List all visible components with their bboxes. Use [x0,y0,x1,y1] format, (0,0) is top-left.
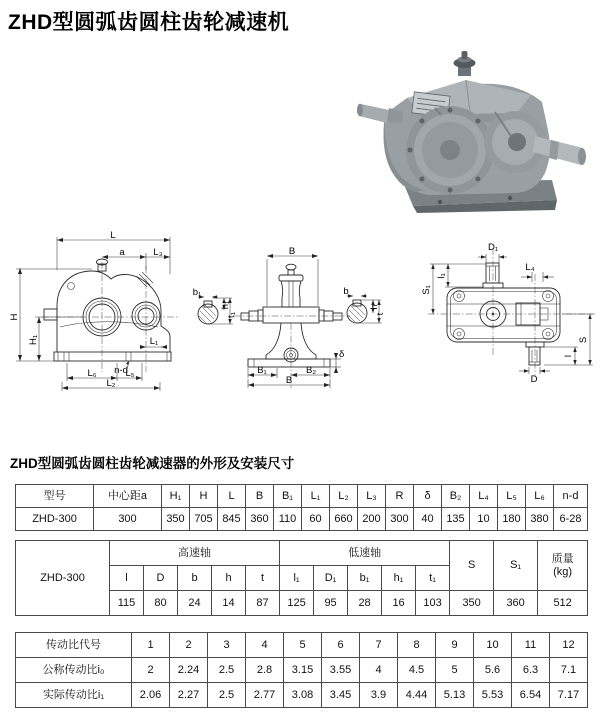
dim-label-l: l [563,354,574,358]
table-row [16,633,588,658]
t3-code-cell: 12 [550,633,588,658]
dim-label-b: b [343,286,349,297]
t3-code-cell: 3 [208,633,246,658]
dim-label-h1: h₁ [220,300,231,310]
dim-label-nd: n-d [114,365,128,376]
t3-nominal-cell: 7.1 [550,658,588,683]
t1-value-cell: 10 [470,508,498,531]
t2-value-cell: 24 [178,591,212,616]
dim-label-delta: δ [339,349,345,360]
t2-value-cell: 16 [382,591,416,616]
t2-sub-header: h [212,566,246,591]
t1-header-cell: L₃ [358,485,386,508]
t3-nominal-cell: 2.8 [246,658,284,683]
t1-value-cell: 200 [358,508,386,531]
dim-label-H: H [9,313,20,321]
t3-nominal-cell: 3.15 [284,658,322,683]
t1-header-cell: R [386,485,414,508]
t2-header-mass [538,541,588,591]
t3-row-label: 公称传动比i₀ [16,658,132,683]
t2-value-cell: 28 [348,591,382,616]
t1-value-cell: 350 [162,508,190,531]
dim-label-t: t [375,312,386,316]
dim-label-L5: L₅ [125,368,135,379]
t1-header-cell: H [190,485,218,508]
page-title: ZHD型圆弧齿圆柱齿轮减速机 [8,11,290,34]
t3-nominal-cell: 4 [360,658,398,683]
t3-actual-cell: 4.44 [398,683,436,708]
t2-value-cell: 125 [280,591,314,616]
t3-code-cell: 6 [322,633,360,658]
dim-label-L3: L₃ [153,247,163,258]
table-row [16,508,588,531]
t2-sub-header: t₁ [416,566,450,591]
t2-value-cell: 95 [314,591,348,616]
dim-label-B-top: B [288,246,296,257]
t1-value-cell: 360 [246,508,274,531]
t3-nominal-cell: 3.55 [322,658,360,683]
gearbox-photo-illustration [357,51,586,213]
t1-value-cell: 845 [218,508,246,531]
t2-sub-header: D [144,566,178,591]
t2-sub-header: h₁ [382,566,416,591]
dim-label-D1: D₁ [487,242,499,253]
dim-label-l1: l₁ [436,273,447,279]
t1-header-cell: L₅ [498,485,526,508]
t3-nominal-cell: 2.5 [208,658,246,683]
t1-header-cell: L₄ [470,485,498,508]
t3-actual-cell: 3.45 [322,683,360,708]
dim-label-L1: L₁ [149,336,159,347]
dim-label-L: L [110,230,116,241]
dim-label-L6: L₆ [87,368,97,379]
dim-label-b1: b₁ [192,287,202,298]
t1-value-cell: 135 [442,508,470,531]
t3-nominal-cell: 6.3 [512,658,550,683]
t1-header-cell: B₁ [274,485,302,508]
overall-dimensions-table [15,484,588,531]
t3-code-cell: 11 [512,633,550,658]
t3-row-label: 传动比代号 [16,633,132,658]
t3-actual-cell: 2.5 [208,683,246,708]
t1-value-cell: 110 [274,508,302,531]
t2-sub-header: t [246,566,280,591]
input-shaft [359,104,389,123]
t1-header-cell: L₆ [526,485,554,508]
dim-label-B2: B₂ [305,365,317,376]
t3-code-cell: 10 [474,633,512,658]
t2-sub-header: l₁ [280,566,314,591]
t1-value-cell: 380 [526,508,554,531]
shaft-dimensions-table [15,540,588,616]
t1-value-cell: 180 [498,508,526,531]
dim-label-L2: L₂ [106,378,116,389]
t3-code-cell: 9 [436,633,474,658]
table-row [16,683,588,708]
t1-header-cell: H₁ [162,485,190,508]
t2-group-low-speed: 低速轴 [280,541,450,566]
dimension-drawings [0,230,600,402]
t3-code-cell: 1 [132,633,170,658]
section-title: ZHD型圆弧齿圆柱齿轮减速器的外形及安装尺寸 [10,456,295,471]
t2-value-cell: 512 [538,591,588,616]
t1-value-cell: 40 [414,508,442,531]
t1-header-cell: 中心距a [94,485,162,508]
t3-nominal-cell: 2 [132,658,170,683]
t3-code-cell: 5 [284,633,322,658]
t2-value-cell: 103 [416,591,450,616]
t2-value-cell: 87 [246,591,280,616]
dim-label-S1: S₁ [421,285,432,295]
t3-actual-cell: 2.27 [170,683,208,708]
ratio-table [15,632,588,708]
t3-actual-cell: 5.13 [436,683,474,708]
product-photo [345,42,600,218]
dim-label-B-bottom: B [285,375,293,386]
dim-label-L4: L₄ [525,262,535,273]
t2-sub-header: b₁ [348,566,382,591]
front-view [9,230,178,391]
t3-actual-cell: 2.06 [132,683,170,708]
t2-value-cell: 350 [450,591,494,616]
t2-sub-header: D₁ [314,566,348,591]
t2-value-cell: 14 [212,591,246,616]
dim-label-a: a [119,247,125,258]
t2-mass-line2: (kg) [553,565,573,578]
t1-value-cell: 300 [386,508,414,531]
t3-actual-cell: 7.17 [550,683,588,708]
t1-value-cell: 300 [94,508,162,531]
t3-actual-cell: 3.08 [284,683,322,708]
side-view [193,246,386,388]
t1-value-cell: 705 [190,508,218,531]
dim-label-S: S [578,336,589,344]
t3-code-cell: 7 [360,633,398,658]
t2-group-high-speed: 高速轴 [110,541,280,566]
t2-header-S1: S₁ [494,541,538,591]
t2-header-S: S [450,541,494,591]
table-row [16,658,588,683]
dim-label-t1: t₁ [226,312,237,318]
t3-actual-cell: 5.53 [474,683,512,708]
dim-label-B1: B₁ [257,365,267,376]
t2-model-cell: ZHD-300 [16,541,110,616]
t1-header-cell: B [246,485,274,508]
t2-sub-header: l [110,566,144,591]
t2-sub-header: b [178,566,212,591]
t1-value-cell: ZHD-300 [16,508,94,531]
t1-value-cell: 60 [302,508,330,531]
t3-actual-cell: 2.77 [246,683,284,708]
t2-mass-line1: 质量 [551,553,574,566]
t2-value-cell: 115 [110,591,144,616]
table-row [16,485,588,508]
t3-code-cell: 4 [246,633,284,658]
t3-actual-cell: 6.54 [512,683,550,708]
t1-header-cell: L₂ [330,485,358,508]
dim-label-h: h [369,304,380,310]
table-row [16,541,588,566]
t2-value-cell: 360 [494,591,538,616]
t1-header-cell: δ [414,485,442,508]
t1-header-cell: 型号 [16,485,94,508]
t3-nominal-cell: 2.24 [170,658,208,683]
t3-nominal-cell: 5.6 [474,658,512,683]
dim-label-D: D [530,374,538,385]
t1-value-cell: 6-28 [554,508,588,531]
t1-header-cell: n-d [554,485,588,508]
t2-value-cell: 80 [144,591,178,616]
t3-row-label: 实际传动比i₁ [16,683,132,708]
t1-value-cell: 660 [330,508,358,531]
t1-header-cell: L₁ [302,485,330,508]
t3-nominal-cell: 4.5 [398,658,436,683]
dim-label-H1: H₁ [28,334,39,346]
t1-header-cell: L [218,485,246,508]
t3-code-cell: 8 [398,633,436,658]
t3-actual-cell: 3.9 [360,683,398,708]
t3-code-cell: 2 [170,633,208,658]
top-view [421,242,595,385]
t3-nominal-cell: 5 [436,658,474,683]
t1-header-cell: B₂ [442,485,470,508]
breather-cap [454,51,476,76]
